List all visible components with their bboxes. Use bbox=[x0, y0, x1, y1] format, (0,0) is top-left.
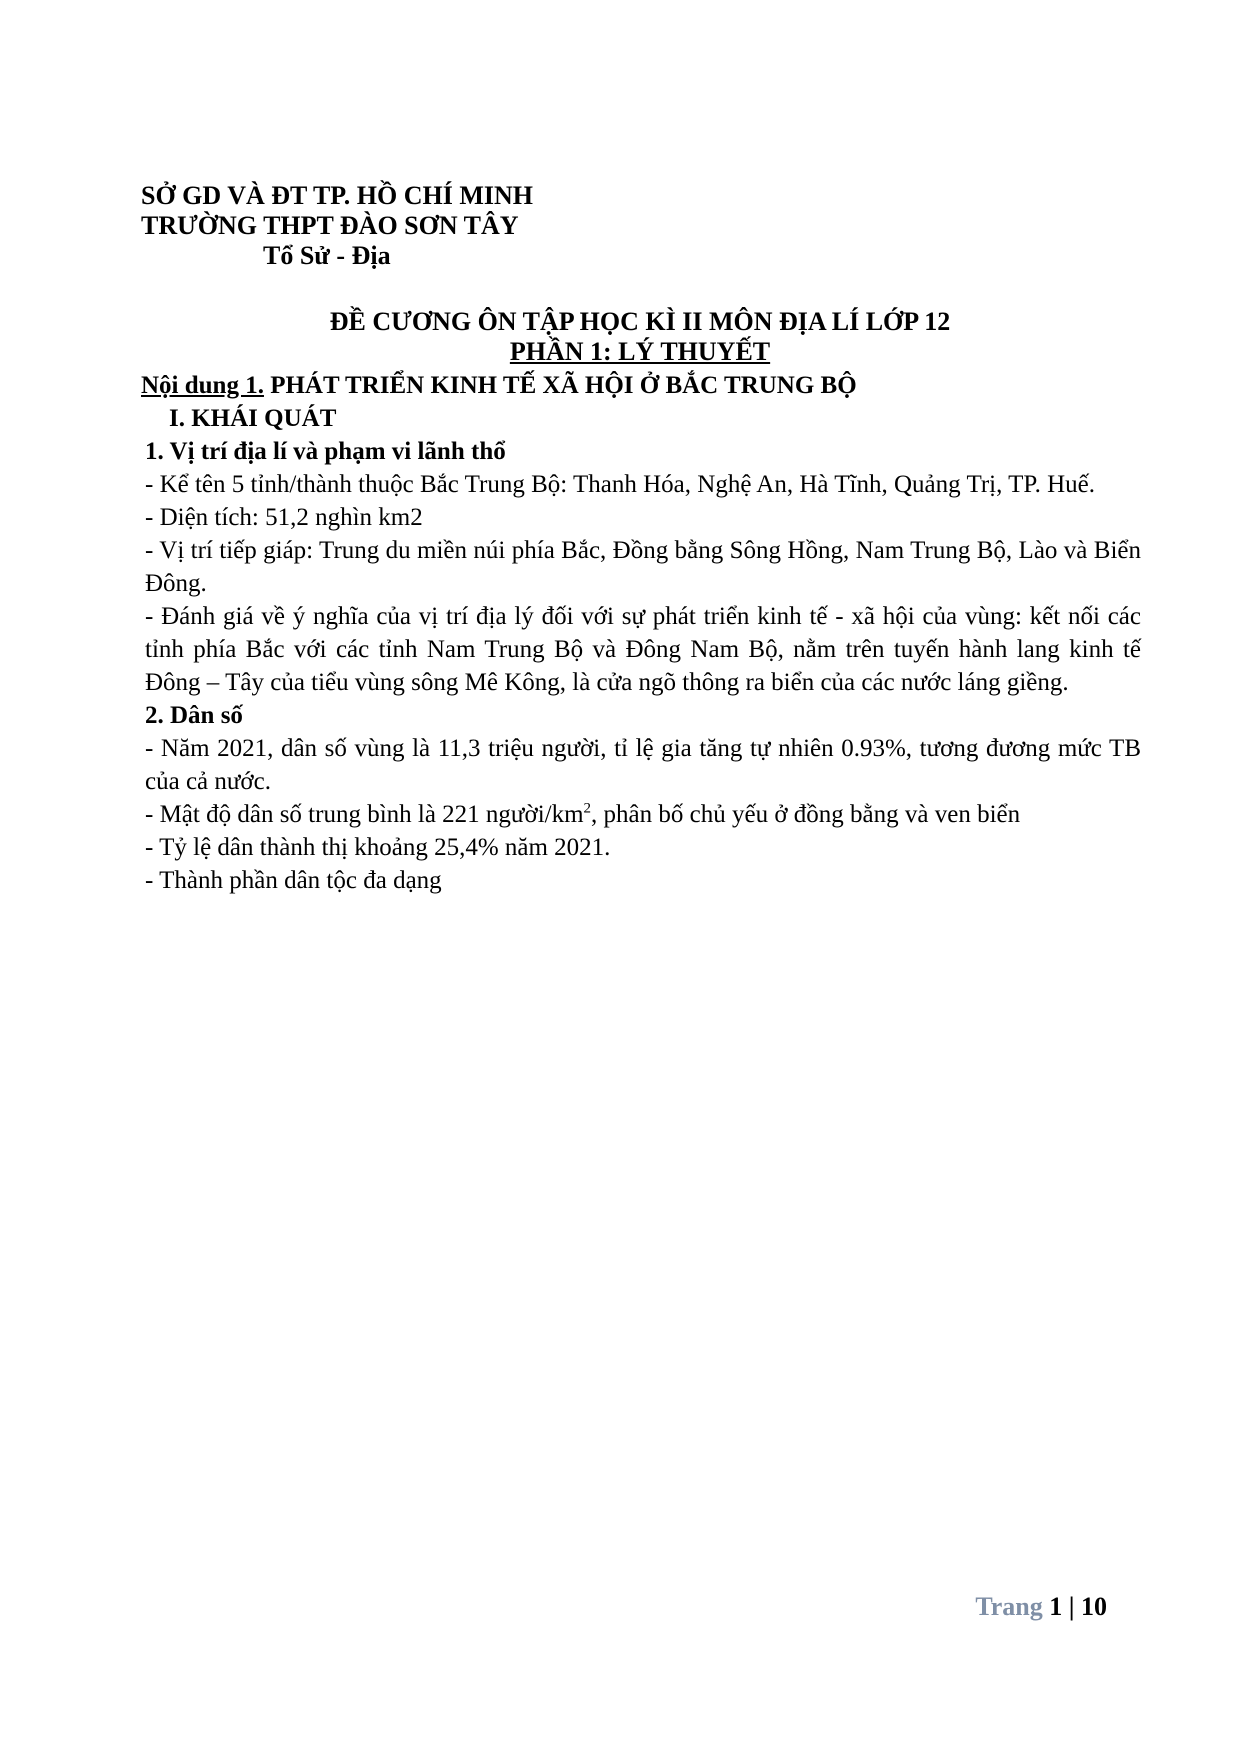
heading-location: 1. Vị trí địa lí và phạm vi lãnh thổ bbox=[145, 438, 506, 465]
school-header bbox=[141, 181, 533, 271]
subsection-heading: I. KHÁI QUÁT bbox=[169, 405, 337, 432]
part-title bbox=[0, 337, 1241, 367]
header-school-name: TRƯỜNG THPT ĐÀO SƠN TÂY bbox=[141, 211, 519, 240]
paragraph-ethnic: - Thành phần dân tộc đa dạng bbox=[145, 867, 442, 894]
section-label: Nội dung 1. bbox=[141, 372, 264, 399]
density-text-rest: , phân bố chủ yếu ở đồng bằng và ven biển bbox=[591, 801, 1021, 828]
section-heading bbox=[141, 369, 1141, 402]
paragraph-borders: - Vị trí tiếp giáp: Trung du miền núi phía Bắc, Đồng bằng Sông Hồng, Nam Trung Bộ, Lào và Biển Đông. bbox=[145, 537, 1141, 597]
paragraph-significance: - Đánh giá về ý nghĩa của vị trí địa lý đối với sự phát triển kinh tế - xã hội của vùng: kết nối các tỉnh phía Bắc với các tỉnh Nam Trung Bộ và Đông Nam Bộ, nằm trên tuyến hành lang kinh tế Đông – Tây của tiểu vùng sông Mê Kông, là cửa ngõ thông ra biển của các nước láng giềng. bbox=[145, 603, 1141, 696]
page-total: 10 bbox=[1081, 1592, 1107, 1621]
document-title: ĐỀ CƯƠNG ÔN TẬP HỌC KÌ II MÔN ĐỊA LÍ LỚP 12 bbox=[329, 307, 951, 336]
density-superscript: 2 bbox=[583, 800, 592, 817]
paragraph-population-2021: - Năm 2021, dân số vùng là 11,3 triệu người, tỉ lệ gia tăng tự nhiên 0.93%, tương đương mức TB của cả nước. bbox=[145, 735, 1141, 795]
density-text: - Mật độ dân số trung bình là 221 người/km bbox=[145, 801, 584, 828]
paragraph-urban-rate: - Tỷ lệ dân thành thị khoảng 25,4% năm 2021. bbox=[145, 834, 611, 861]
header-subject-group: Tổ Sử - Địa bbox=[263, 241, 391, 270]
page-separator: | bbox=[1068, 1592, 1075, 1621]
paragraph-density bbox=[141, 798, 1141, 831]
paragraph-area: - Diện tích: 51,2 nghìn km2 bbox=[145, 504, 423, 531]
header-department-of-education: SỞ GD VÀ ĐT TP. HỒ CHÍ MINH bbox=[141, 181, 534, 210]
paragraph-provinces: - Kể tên 5 tỉnh/thành thuộc Bắc Trung Bộ: Thanh Hóa, Nghệ An, Hà Tĩnh, Quảng Trị, TP. Huế. bbox=[145, 471, 1095, 498]
part-title-text: PHẦN 1: LÝ THUYẾT bbox=[509, 337, 771, 366]
heading-population: 2. Dân số bbox=[145, 702, 243, 729]
page-label: Trang bbox=[975, 1592, 1043, 1621]
document-body bbox=[141, 369, 1141, 897]
page-current: 1 bbox=[1049, 1592, 1063, 1621]
section-title: PHÁT TRIỂN KINH TẾ XÃ HỘI Ở BẮC TRUNG BỘ bbox=[263, 372, 857, 399]
page-number-footer bbox=[975, 1592, 1107, 1622]
